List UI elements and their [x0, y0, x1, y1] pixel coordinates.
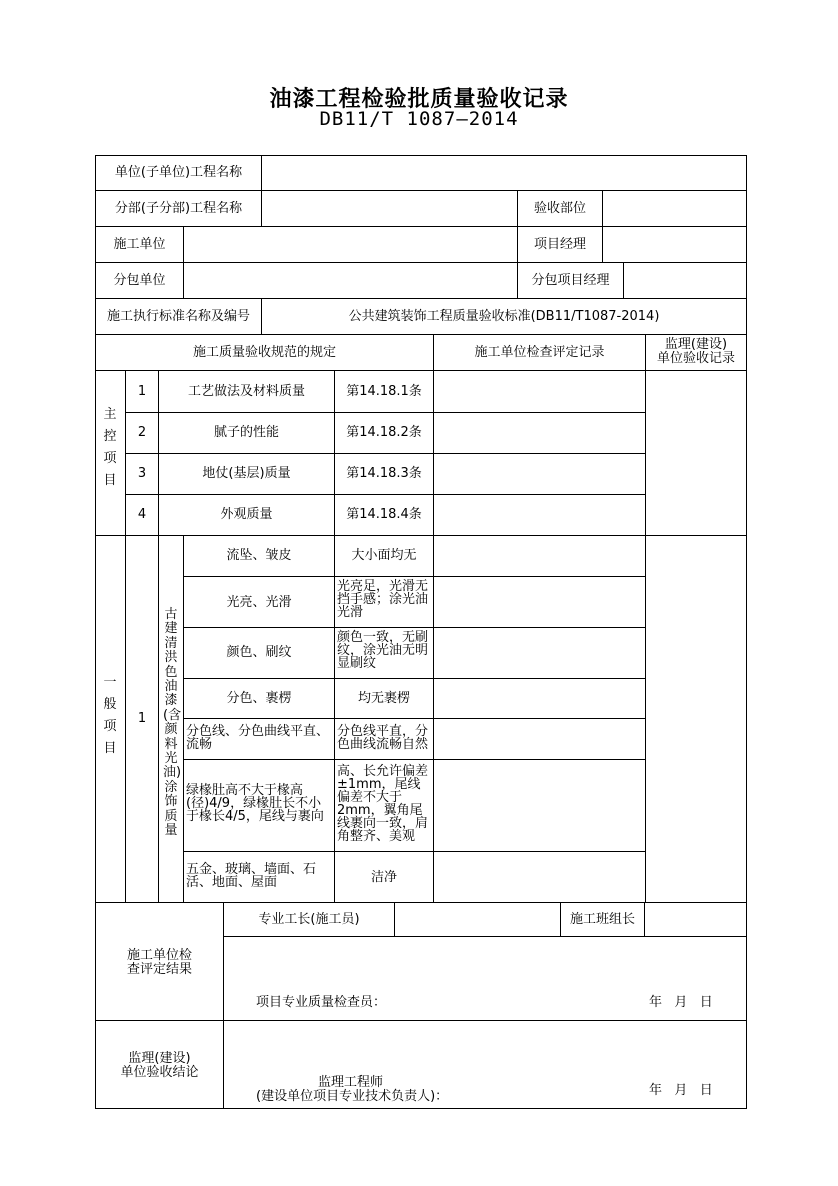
main-item-name: 地仗(基层)质量 [202, 466, 291, 481]
main-items-label: 主控项目 [103, 407, 117, 488]
general-item-requirement: 光亮足，光滑无挡手感；涂光油光滑 [337, 579, 429, 620]
col-divider [433, 334, 434, 902]
general-item-requirement: 均无裹楞 [357, 691, 410, 706]
row-divider [125, 494, 645, 495]
row-divider [95, 1020, 747, 1021]
col-divider [602, 190, 603, 226]
conclusion-label-line1: 监理(建设) [128, 1051, 191, 1066]
conclusion-label-line2: 单位验收结论 [120, 1065, 199, 1080]
col-divider [261, 155, 262, 226]
row-divider [183, 627, 645, 628]
standard-label: 施工执行标准名称及编号 [106, 309, 250, 324]
row-divider [125, 453, 645, 454]
row-divider [95, 902, 747, 903]
col-divider [125, 370, 126, 902]
col-divider [394, 902, 395, 936]
row-divider [95, 334, 747, 335]
subcontract-unit-label: 分包单位 [113, 273, 166, 288]
main-item-name: 腻子的性能 [213, 425, 279, 440]
col-divider [623, 262, 624, 298]
main-item-name: 外观质量 [220, 507, 273, 522]
main-item-clause: 第14.18.3条 [346, 466, 422, 481]
col-divider [183, 535, 184, 902]
row-divider [95, 535, 747, 536]
spec-header: 施工质量验收规范的规定 [192, 345, 336, 360]
col-divider [602, 226, 603, 262]
main-item-clause: 第14.18.4条 [346, 507, 422, 522]
standard-value: 公共建筑装饰工程质量验收标准(DB11/T1087-2014) [348, 309, 660, 324]
col-divider [334, 370, 335, 902]
general-items-label: 一般项目 [103, 675, 117, 756]
main-item-name: 工艺做法及材料质量 [187, 384, 305, 399]
form-border-top [95, 155, 747, 156]
general-item-requirement: 分色线平直，分色曲线流畅自然 [337, 724, 429, 752]
check-record-header: 施工单位检查评定记录 [474, 345, 605, 360]
general-item-no: 1 [137, 711, 147, 726]
team-leader-label: 施工班组长 [569, 912, 635, 927]
row-divider [183, 576, 645, 577]
result-label-line1: 施工单位检 [126, 948, 192, 963]
form-border-right [746, 155, 747, 1109]
main-item-no: 4 [137, 507, 147, 522]
responsible-label: (建设单位项目专业技术负责人)： [256, 1089, 449, 1104]
main-item-no: 3 [137, 466, 147, 481]
result-label-line2: 查评定结果 [126, 962, 192, 977]
form-border-bottom [95, 1108, 747, 1109]
foreman-label: 专业工长(施工员) [258, 912, 360, 927]
row-divider [95, 370, 747, 371]
row-divider [223, 936, 747, 937]
col-divider [158, 535, 159, 902]
result-date: 年 月 日 [649, 995, 713, 1010]
row-divider [95, 298, 747, 299]
engineer-label: 监理工程师 [318, 1075, 384, 1090]
row-divider [95, 262, 747, 263]
row-divider [183, 851, 645, 852]
supervision-header-line2: 单位验收记录 [656, 351, 735, 366]
general-item-name: 颜色、刷纹 [226, 645, 292, 660]
general-item-name: 五金、玻璃、墙面、石活、地面、屋面 [186, 862, 317, 890]
general-item-requirement: 洁净 [370, 870, 397, 885]
row-divider [125, 412, 645, 413]
unit-project-label: 单位(子单位)工程名称 [114, 165, 243, 180]
row-divider [95, 190, 747, 191]
inspector-label: 项目专业质量检查员： [256, 995, 387, 1010]
accept-part-label: 验收部位 [533, 201, 586, 216]
general-item-requirement: 大小面均无 [351, 548, 417, 563]
standard-code: DB11/T 1087—2014 [319, 108, 519, 130]
general-item-category: 古建清洪色油漆(含颜料光油)涂饰质量 [163, 607, 182, 839]
general-item-name: 分色线、分色曲线平直、流畅 [186, 724, 330, 752]
project-manager-label: 项目经理 [533, 237, 586, 252]
main-item-clause: 第14.18.1条 [346, 384, 422, 399]
row-divider [183, 718, 645, 719]
general-item-name: 流坠、皱皮 [226, 548, 292, 563]
construction-unit-label: 施工单位 [113, 237, 166, 252]
sub-project-label: 分部(子分部)工程名称 [114, 201, 243, 216]
main-item-no: 1 [137, 384, 147, 399]
general-item-name: 光亮、光滑 [226, 595, 292, 610]
main-item-clause: 第14.18.2条 [346, 425, 422, 440]
supervision-header-line1: 监理(建设) [664, 337, 728, 352]
col-divider [644, 902, 645, 936]
col-divider [183, 226, 184, 298]
general-item-requirement: 颜色一致，无刷纹，涂光油无明显刷纹 [337, 630, 429, 671]
general-item-name: 绿椽肚高不大于椽高(径)4/9，绿椽肚长不小于椽长4/5，尾线与裹向 [186, 783, 324, 824]
subcontract-manager-label: 分包项目经理 [531, 273, 610, 288]
page-title: 油漆工程检验批质量验收记录 [269, 87, 569, 112]
col-divider [645, 334, 646, 902]
general-item-requirement: 高、长允许偏差±1mm，尾线偏差不大于2mm，翼角尾线裹向一致，肩角整齐、美观 [337, 764, 429, 844]
general-item-name: 分色、裹楞 [226, 691, 292, 706]
col-divider [223, 902, 224, 1108]
row-divider [95, 226, 747, 227]
conclusion-date: 年 月 日 [649, 1083, 713, 1098]
row-divider [183, 759, 645, 760]
main-item-no: 2 [137, 425, 147, 440]
row-divider [183, 678, 645, 679]
